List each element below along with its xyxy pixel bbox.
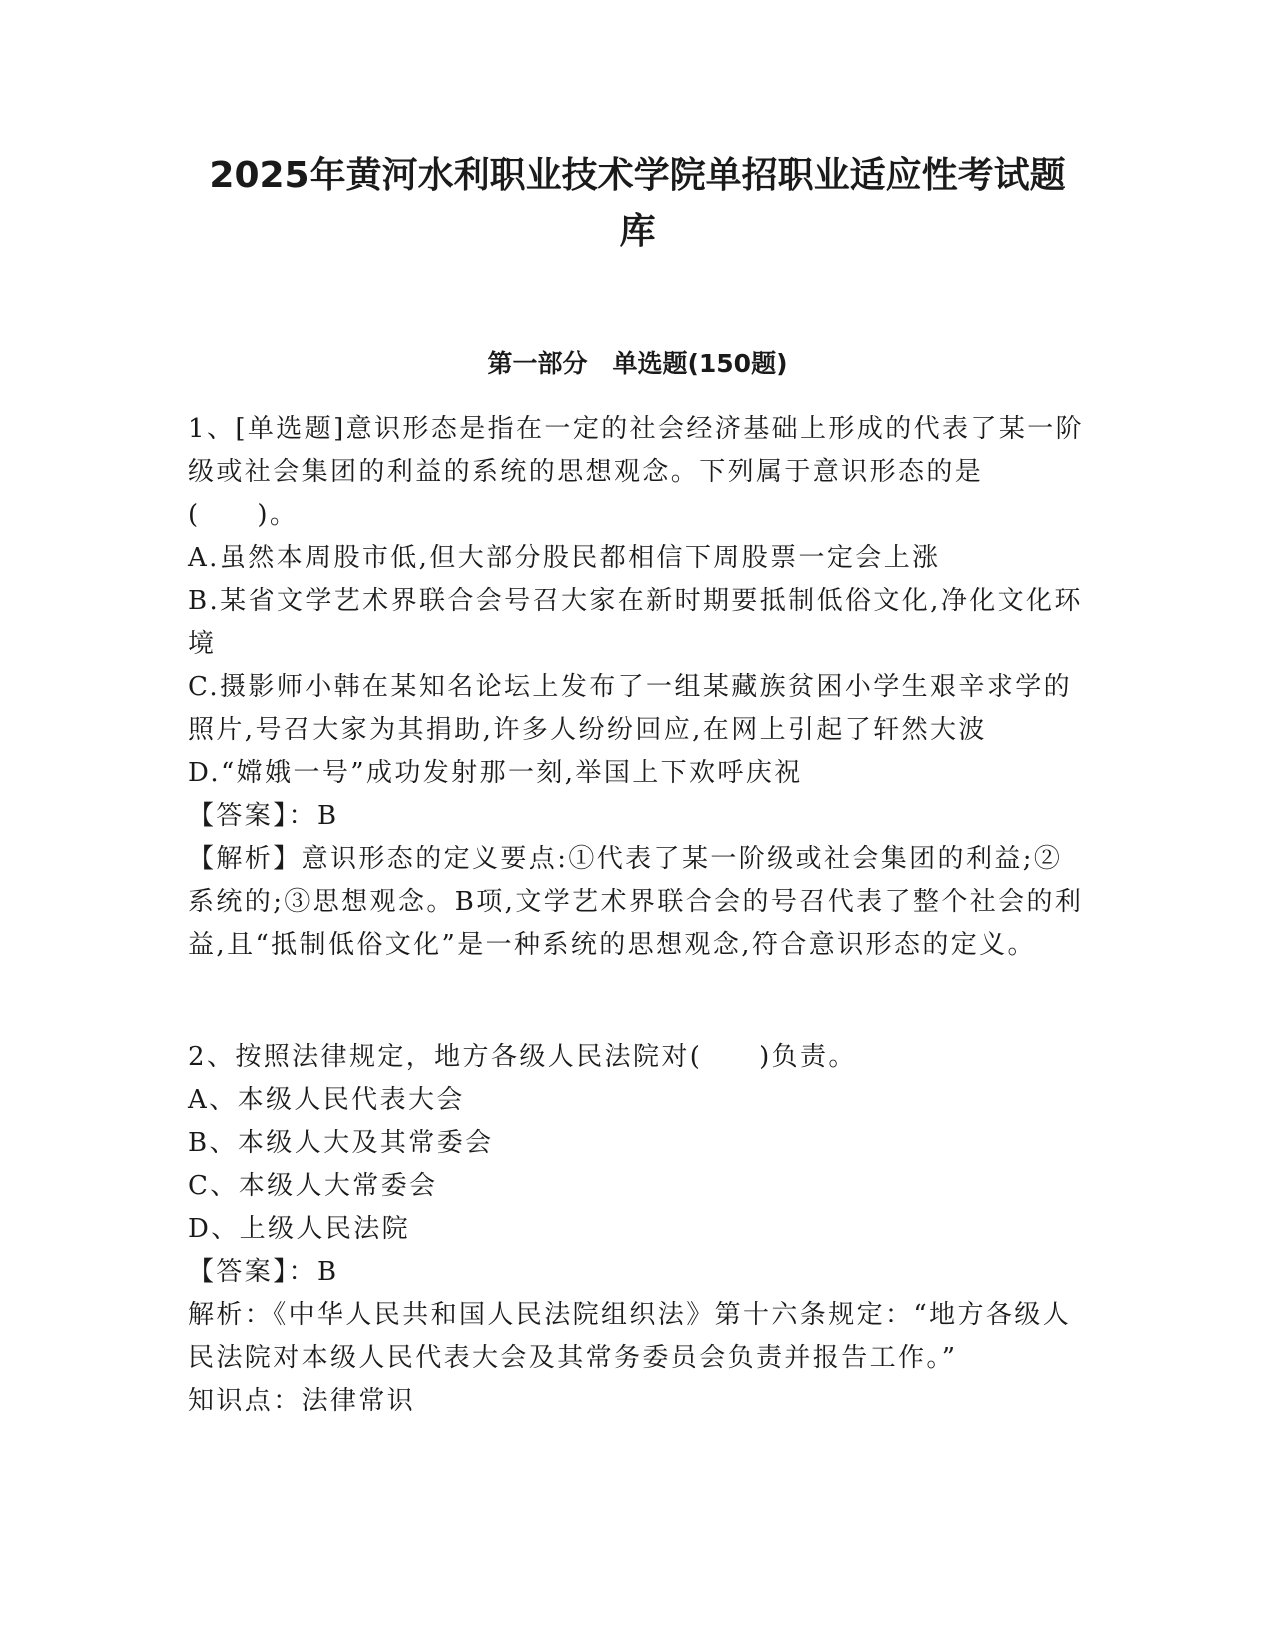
title-line-2: 库 — [619, 211, 656, 252]
title-line-1: 2025年黄河水利职业技术学院单招职业适应性考试题 — [209, 155, 1066, 196]
option-d: D.“嫦娥一号”成功发射那一刻,举国上下欢呼庆祝 — [188, 758, 803, 788]
answer: 【答案】：B — [188, 1257, 339, 1287]
answer: 【答案】：B — [188, 801, 339, 831]
question-2 — [188, 1036, 1088, 1423]
option-c: C、本级人大常委会 — [188, 1171, 438, 1201]
option-c: C.摄影师小韩在某知名论坛上发布了一组某藏族贫困小学生艰辛求学的照片,号召大家为其捐助,许多人纷纷回应,在网上引起了轩然大波 — [188, 672, 1073, 745]
analysis: 解析：《中华人民共和国人民法院组织法》第十六条规定：“地方各级人民法院对本级人民代表大会及其常务委员会负责并报告工作。” — [188, 1300, 1072, 1373]
document-title — [150, 148, 1125, 260]
question-1 — [188, 408, 1088, 967]
option-a: A、本级人民代表大会 — [188, 1085, 465, 1115]
question-stem: 2、按照法律规定，地方各级人民法院对( )负责。 — [188, 1042, 857, 1072]
option-b: B、本级人大及其常委会 — [188, 1128, 494, 1158]
option-a: A.虽然本周股市低,但大部分股民都相信下周股票一定会上涨 — [188, 543, 941, 573]
question-stem: 1、[单选题]意识形态是指在一定的社会经济基础上形成的代表了某一阶级或社会集团的利益的系统的思想观念。下列属于意识形态的是( )。 — [188, 414, 1085, 530]
option-d: D、上级人民法院 — [188, 1214, 411, 1244]
section-heading: 第一部分 单选题(150题) — [487, 349, 788, 378]
analysis: 【解析】意识形态的定义要点:①代表了某一阶级或社会集团的利益;②系统的;③思想观念。B项,文学艺术界联合会的号召代表了整个社会的利益,且“抵制低俗文化”是一种系统的思想观念,符合意识形态的定义。 — [188, 844, 1084, 960]
knowledge-point: 知识点：法律常识 — [188, 1386, 416, 1416]
option-b: B.某省文学艺术界联合会号召大家在新时期要抵制低俗文化,净化文化环境 — [188, 586, 1083, 659]
